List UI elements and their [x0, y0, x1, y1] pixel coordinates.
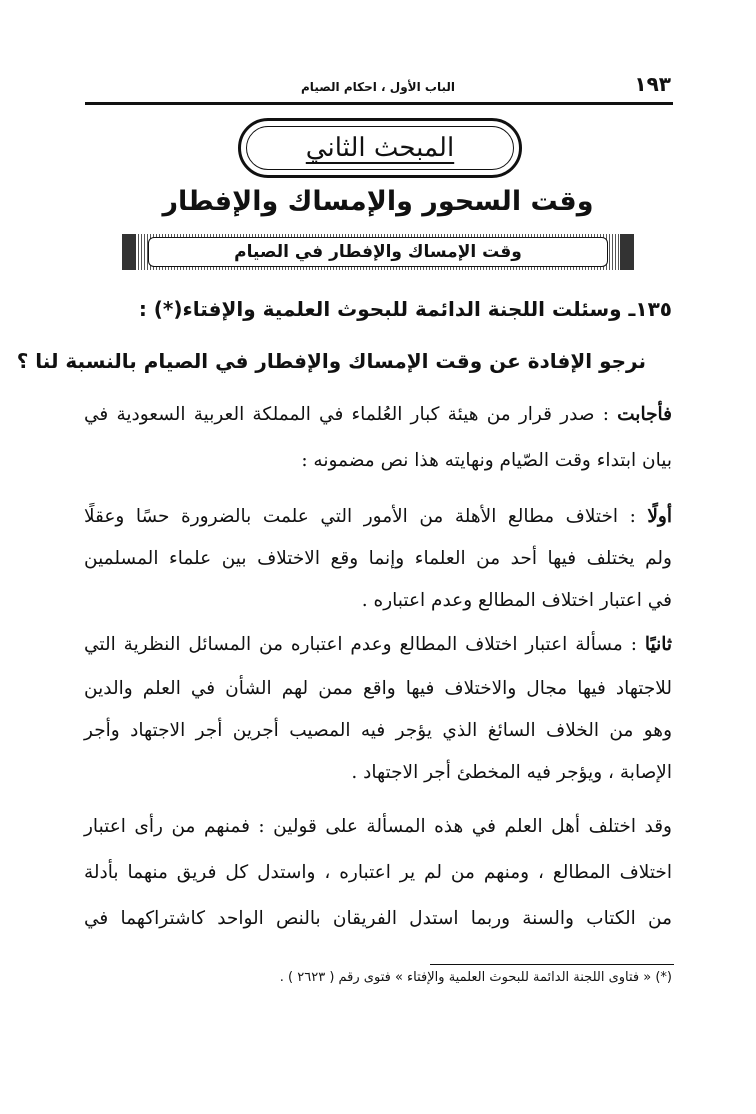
running-title: الباب الأول ، احكام الصيام [301, 80, 455, 94]
second-point-line-3: وهو من الخلاف السائغ الذي يؤجر فيه المصيب أجرين أجر الاجتهاد وأجر [84, 720, 672, 741]
first-point-lead: أولًا [647, 506, 672, 527]
first-point-line-3: في اعتبار اختلاف المطالع وعدم اعتباره . [361, 590, 672, 611]
sub-heading-box [148, 237, 608, 267]
footnote-rule [430, 964, 674, 965]
question-text: نرجو الإفادة عن وقت الإمساك والإفطار في الصيام بالنسبة لنا ؟ [16, 349, 646, 373]
main-heading: وقت السحور والإمساك والإفطار [162, 186, 594, 217]
second-point-line-2: للاجتهاد فيها مجال والاختلاف فيها واقع ممن لهم الشأن في العلم والدين [84, 678, 672, 699]
answer-line-1-text: : صدر قرار من هيئة كبار العُلماء في المملكة العربية السعودية في [84, 404, 618, 425]
second-point-line-4: الإصابة ، ويؤجر فيه المخطئ أجر الاجتهاد . [351, 762, 672, 783]
section-frame [238, 118, 522, 178]
footnote: (*) « فتاوى اللجنة الدائمة للبحوث العلمية والإفتاء » فتوى رقم ( ٢٦٢٣ ) . [279, 970, 672, 985]
paragraph-line-2: اختلاف المطالع ، ومنهم من لم ير اعتباره ، واستدل كل فريق منهما بأدلة [84, 862, 672, 883]
answer-line-2: بيان ابتداء وقت الصّيام ونهايته هذا نص مضمونه : [301, 450, 672, 471]
answer-lead: فأجابت [617, 404, 672, 425]
page-number: ١٩٣ [634, 72, 671, 96]
second-point-line-1 [84, 632, 672, 662]
first-point-line-2: ولم يختلف فيها أحد من العلماء وإنما وقع الاختلاف بين علماء المسلمين [84, 548, 672, 569]
answer-line-1 [84, 402, 672, 432]
second-point-line-1-text: : مسألة اعتبار اختلاف المطالع وعدم اعتباره من المسائل النظرية التي [84, 634, 645, 655]
first-point-line-1 [84, 504, 672, 534]
sub-heading-banner [122, 234, 634, 270]
first-point-line-1-text: : اختلاف مطالع الأهلة من الأمور التي علمت بالضرورة حسًا وعقلًا [84, 506, 648, 527]
section-label: المبحث الثاني [305, 133, 455, 163]
paragraph-line-1: وقد اختلف أهل العلم في هذه المسألة على قولين : فمنهم من رأى اعتبار [84, 816, 672, 837]
page-header [85, 68, 671, 102]
header-rule [85, 102, 673, 105]
sub-heading: وقت الإمساك والإفطار في الصيام [234, 242, 522, 262]
paragraph-line-3: من الكتاب والسنة وربما استدل الفريقان بالنص الواحد كاشتراكهما في [84, 908, 672, 929]
section-frame-inner [246, 126, 514, 170]
question-number-line: ١٣٥ـ وسئلت اللجنة الدائمة للبحوث العلمية والإفتاء(*) : [138, 297, 672, 321]
second-point-lead: ثانيًا [644, 634, 672, 655]
